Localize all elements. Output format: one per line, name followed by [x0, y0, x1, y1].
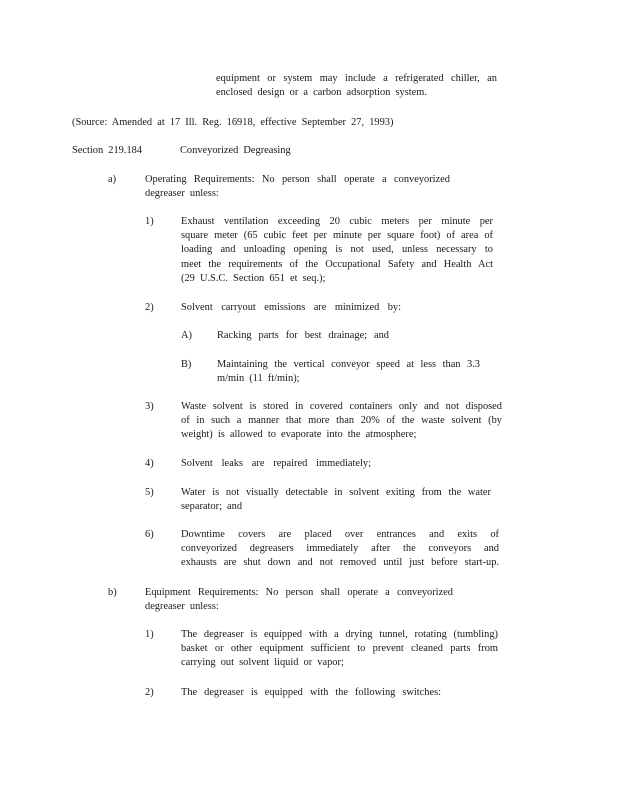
source-note: (Source: Amended at 17 Ill. Reg. 16918, effective September 27, 1993) — [72, 117, 394, 128]
subitem-text — [217, 358, 480, 386]
text-line: Solvent carryout emissions are minimized by: — [181, 302, 401, 313]
text-line: conveyorized degreasers immediately after the conveyors and — [181, 543, 499, 555]
text-line: (29 U.S.C. Section 651 et seq.); — [181, 272, 326, 284]
text-line: Equipment Requirements: No person shall operate a conveyorized — [145, 587, 453, 598]
section-number: Section 219.184 — [72, 145, 143, 156]
text-line: enclosed design or a carbon adsorption system. — [216, 87, 427, 99]
item-label: 1) — [145, 216, 154, 227]
text-line: Exhaust ventilation exceeding 20 cubic meters per minute per — [181, 216, 493, 227]
item-text — [181, 215, 493, 286]
item-text — [181, 686, 441, 700]
item-text — [181, 528, 499, 571]
item-label: 3) — [145, 401, 154, 412]
item-label: 2) — [145, 687, 154, 698]
text-line: Solvent leaks are repaired immediately; — [181, 458, 371, 469]
text-line: Maintaining the vertical conveyor speed at less than 3.3 — [217, 359, 480, 370]
text-line: Operating Requirements: No person shall operate a conveyorized — [145, 174, 450, 185]
text-line: separator; and — [181, 501, 243, 513]
item-text — [181, 301, 401, 315]
continuation-paragraph — [216, 72, 497, 100]
subitem-label: B) — [181, 359, 192, 370]
item-text — [181, 628, 498, 671]
text-line: The degreaser is equipped with the following switches: — [181, 687, 441, 698]
text-line: weight) is allowed to evaporate into the atmosphere; — [181, 429, 417, 441]
text-line: The degreaser is equipped with a drying tunnel, rotating (tumbling) — [181, 629, 498, 640]
subsection-b-label: b) — [108, 587, 117, 598]
subsection-a-text — [145, 173, 450, 201]
text-line: Downtime covers are placed over entrances and exits of — [181, 529, 499, 540]
text-line: square meter (65 cubic feet per minute per square foot) of area of — [181, 230, 493, 242]
item-label: 4) — [145, 458, 154, 469]
item-label: 1) — [145, 629, 154, 640]
item-label: 2) — [145, 302, 154, 313]
subsection-a-label: a) — [108, 174, 117, 185]
text-line: m/min (11 ft/min); — [217, 373, 300, 385]
text-line: loading and unloading opening is not used, unless necessary to — [181, 244, 493, 256]
subitem-label: A) — [181, 330, 192, 341]
item-text — [181, 457, 371, 471]
item-label: 5) — [145, 487, 154, 498]
text-line: exhausts are shut down and not removed until just before start-up. — [181, 557, 499, 569]
text-line: Racking parts for best drainage; and — [217, 330, 389, 341]
item-label: 6) — [145, 529, 154, 540]
text-line: Water is not visually detectable in solvent exiting from the water — [181, 487, 491, 498]
text-line: of in such a manner that more than 20% of the waste solvent (by — [181, 415, 502, 427]
text-line: Waste solvent is stored in covered containers only and not disposed — [181, 401, 502, 412]
item-text — [181, 486, 491, 514]
text-line: degreaser unless: — [145, 188, 219, 200]
section-title: Conveyorized Degreasing — [180, 145, 291, 156]
text-line: basket or other equipment sufficient to prevent cleaned parts from — [181, 643, 498, 655]
text-line: meet the requirements of the Occupational Safety and Health Act — [181, 258, 493, 270]
text-line: carrying out solvent liquid or vapor; — [181, 657, 344, 669]
text-line: equipment or system may include a refrigerated chiller, an — [216, 73, 497, 84]
text-line: degreaser unless: — [145, 601, 219, 613]
item-text — [181, 400, 502, 443]
subitem-text — [217, 329, 389, 343]
subsection-b-text — [145, 586, 453, 614]
